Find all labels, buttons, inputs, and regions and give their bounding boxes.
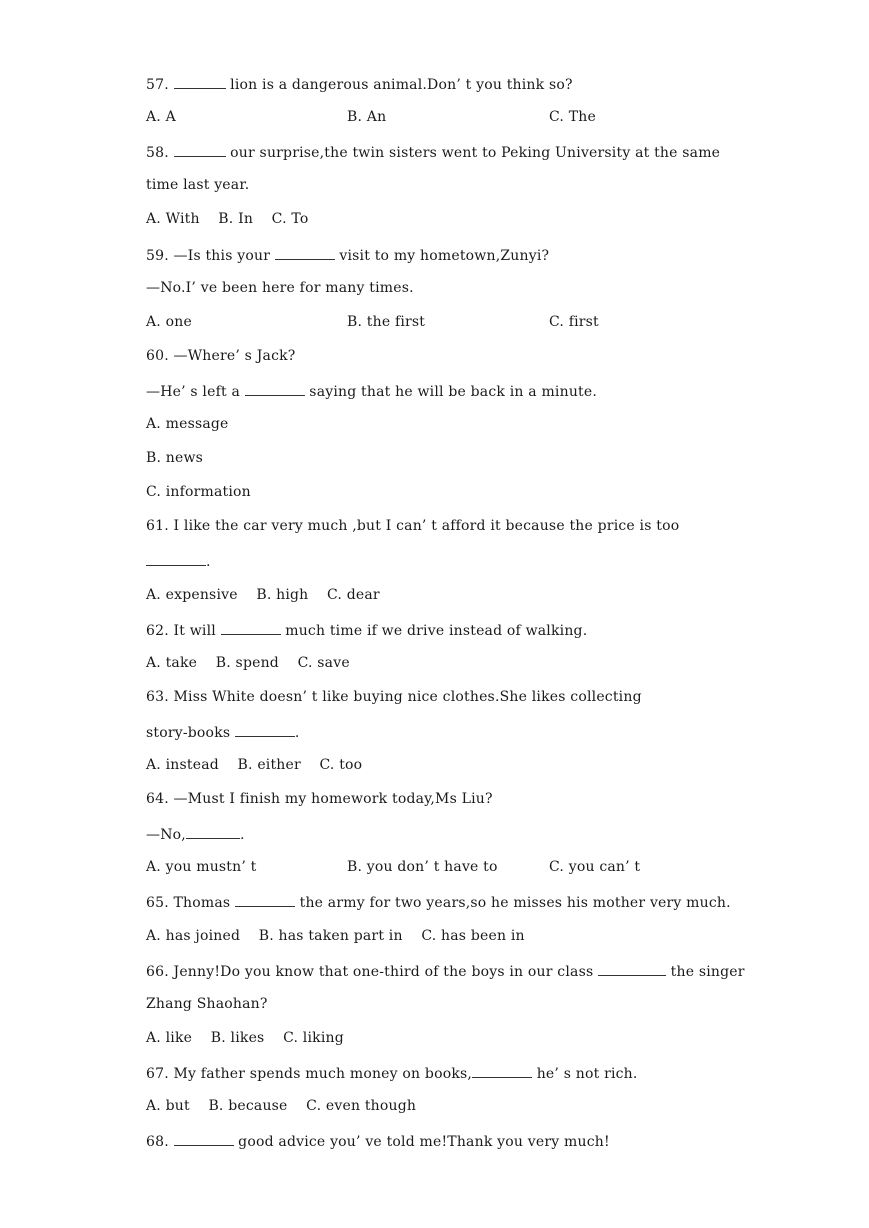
answer-option: B. has taken part in xyxy=(258,927,403,944)
question-stem-q61 xyxy=(146,517,679,535)
answer-blank xyxy=(275,245,335,260)
answer-blank xyxy=(235,722,295,737)
question-text: he’ s not rich. xyxy=(532,1065,638,1082)
answer-blank xyxy=(221,620,281,635)
answer-option: B. because xyxy=(208,1098,288,1114)
answer-blank xyxy=(174,1131,234,1146)
answer-blank xyxy=(186,824,240,839)
question-text: 62. It will xyxy=(146,622,221,639)
answer-option: B. spend xyxy=(215,654,279,671)
answer-option: C. liking xyxy=(283,1029,344,1046)
question-text: . xyxy=(239,827,245,844)
question-stem-q68 xyxy=(146,1131,610,1151)
question-text: 64. —Must I finish my homework today,Ms Liu? xyxy=(146,791,493,808)
answer-option: A. A xyxy=(146,109,176,126)
answer-option: A. expensive xyxy=(146,586,238,603)
question-text: 60. —Where’ s Jack? xyxy=(146,347,296,364)
answer-option: B. you don’ t have to xyxy=(347,859,498,876)
answer-option: C. The xyxy=(549,109,596,126)
question-text: visit to my hometown,Zunyi? xyxy=(334,247,550,264)
answer-option: C. dear xyxy=(327,586,380,603)
answer-options xyxy=(146,927,525,945)
answer-option: A. but xyxy=(146,1098,190,1114)
answer-option: A. take xyxy=(146,654,198,671)
question-stem-q66 xyxy=(146,961,745,981)
question-continuation xyxy=(146,722,300,742)
question-text: good advice you’ ve told me!Thank you very much! xyxy=(233,1134,610,1151)
question-stem-q57 xyxy=(146,74,573,94)
answer-blank xyxy=(146,551,206,566)
answer-option: B. likes xyxy=(210,1029,265,1046)
answer-option: A. one xyxy=(146,313,192,330)
question-text: 67. My father spends much money on books, xyxy=(146,1065,473,1082)
answer-option: C. too xyxy=(319,757,363,773)
question-stem-q63 xyxy=(146,688,642,706)
answer-option: B. In xyxy=(218,211,254,228)
answer-option: B. high xyxy=(256,586,309,603)
answer-blank xyxy=(174,74,226,89)
answer-options xyxy=(146,210,308,228)
question-stem-q62 xyxy=(146,620,587,640)
question-text: —He’ s left a xyxy=(146,383,245,400)
answer-options xyxy=(146,1097,416,1115)
question-stem-q67 xyxy=(146,1063,638,1083)
question-continuation xyxy=(146,995,268,1013)
question-text: 58. xyxy=(146,145,174,162)
answer-option: C. To xyxy=(271,211,309,228)
answer-option: A. instead xyxy=(146,757,219,773)
question-continuation xyxy=(146,551,211,571)
question-text: the singer xyxy=(666,963,745,980)
question-text: 59. —Is this your xyxy=(146,247,275,264)
answer-blank xyxy=(174,142,226,157)
answer-options xyxy=(146,586,380,604)
question-stem-q58 xyxy=(146,142,720,162)
answer-option: C. information xyxy=(146,484,251,501)
question-text: lion is a dangerous animal.Don’ t you think so? xyxy=(225,77,573,93)
answer-option: C. even though xyxy=(306,1098,417,1114)
question-continuation xyxy=(146,381,597,401)
answer-option: C. you can’ t xyxy=(549,859,641,876)
question-stem-q64 xyxy=(146,790,493,808)
question-text: saying that he will be back in a minute. xyxy=(304,383,598,400)
question-text: time last year. xyxy=(146,177,250,194)
answer-option: A. you mustn’ t xyxy=(146,859,257,876)
question-text: much time if we drive instead of walking. xyxy=(280,622,588,639)
answer-options xyxy=(146,1029,344,1047)
question-text: 65. Thomas xyxy=(146,895,235,912)
answer-blank xyxy=(598,961,666,976)
answer-option: B. the first xyxy=(347,313,426,330)
answer-option: C. save xyxy=(297,654,350,671)
answer-blank xyxy=(235,892,295,907)
question-text: story-books xyxy=(146,724,235,741)
answer-option: C. has been in xyxy=(421,927,525,944)
question-text: 61. I like the car very much ,but I can’ t afford it because the price is too xyxy=(146,518,680,535)
question-continuation xyxy=(146,279,414,297)
answer-option: A. With xyxy=(146,211,200,228)
question-text: 57. xyxy=(146,77,174,93)
answer-options xyxy=(146,756,362,774)
question-stem-q60 xyxy=(146,347,296,365)
question-stem-q65 xyxy=(146,892,731,912)
answer-option: A. like xyxy=(146,1029,193,1046)
answer-option: B. An xyxy=(347,109,387,126)
question-text: . xyxy=(294,724,300,741)
answer-blank xyxy=(245,381,305,396)
question-text: —No, xyxy=(146,827,186,844)
question-text: —No.I’ ve been here for many times. xyxy=(146,279,414,296)
question-text: 63. Miss White doesn’ t like buying nice clothes.She likes collecting xyxy=(146,688,642,705)
question-continuation xyxy=(146,176,249,194)
answer-blank xyxy=(472,1063,532,1078)
answer-option: B. either xyxy=(237,757,301,773)
question-stem-q59 xyxy=(146,245,549,265)
question-text: 68. xyxy=(146,1134,174,1151)
question-text: the army for two years,so he misses his mother very much. xyxy=(294,895,731,912)
answer-option: A. has joined xyxy=(146,927,241,944)
answer-option: C. first xyxy=(549,313,599,330)
question-text: 66. Jenny!Do you know that one-third of the boys in our class xyxy=(146,963,598,980)
question-text: our surprise,the twin sisters went to Peking University at the same xyxy=(225,145,721,162)
question-text: . xyxy=(206,554,211,571)
answer-option: A. message xyxy=(146,416,229,432)
question-text: Zhang Shaohan? xyxy=(146,995,268,1012)
question-continuation xyxy=(146,824,245,844)
answer-option: B. news xyxy=(146,450,204,467)
answer-options xyxy=(146,654,350,672)
